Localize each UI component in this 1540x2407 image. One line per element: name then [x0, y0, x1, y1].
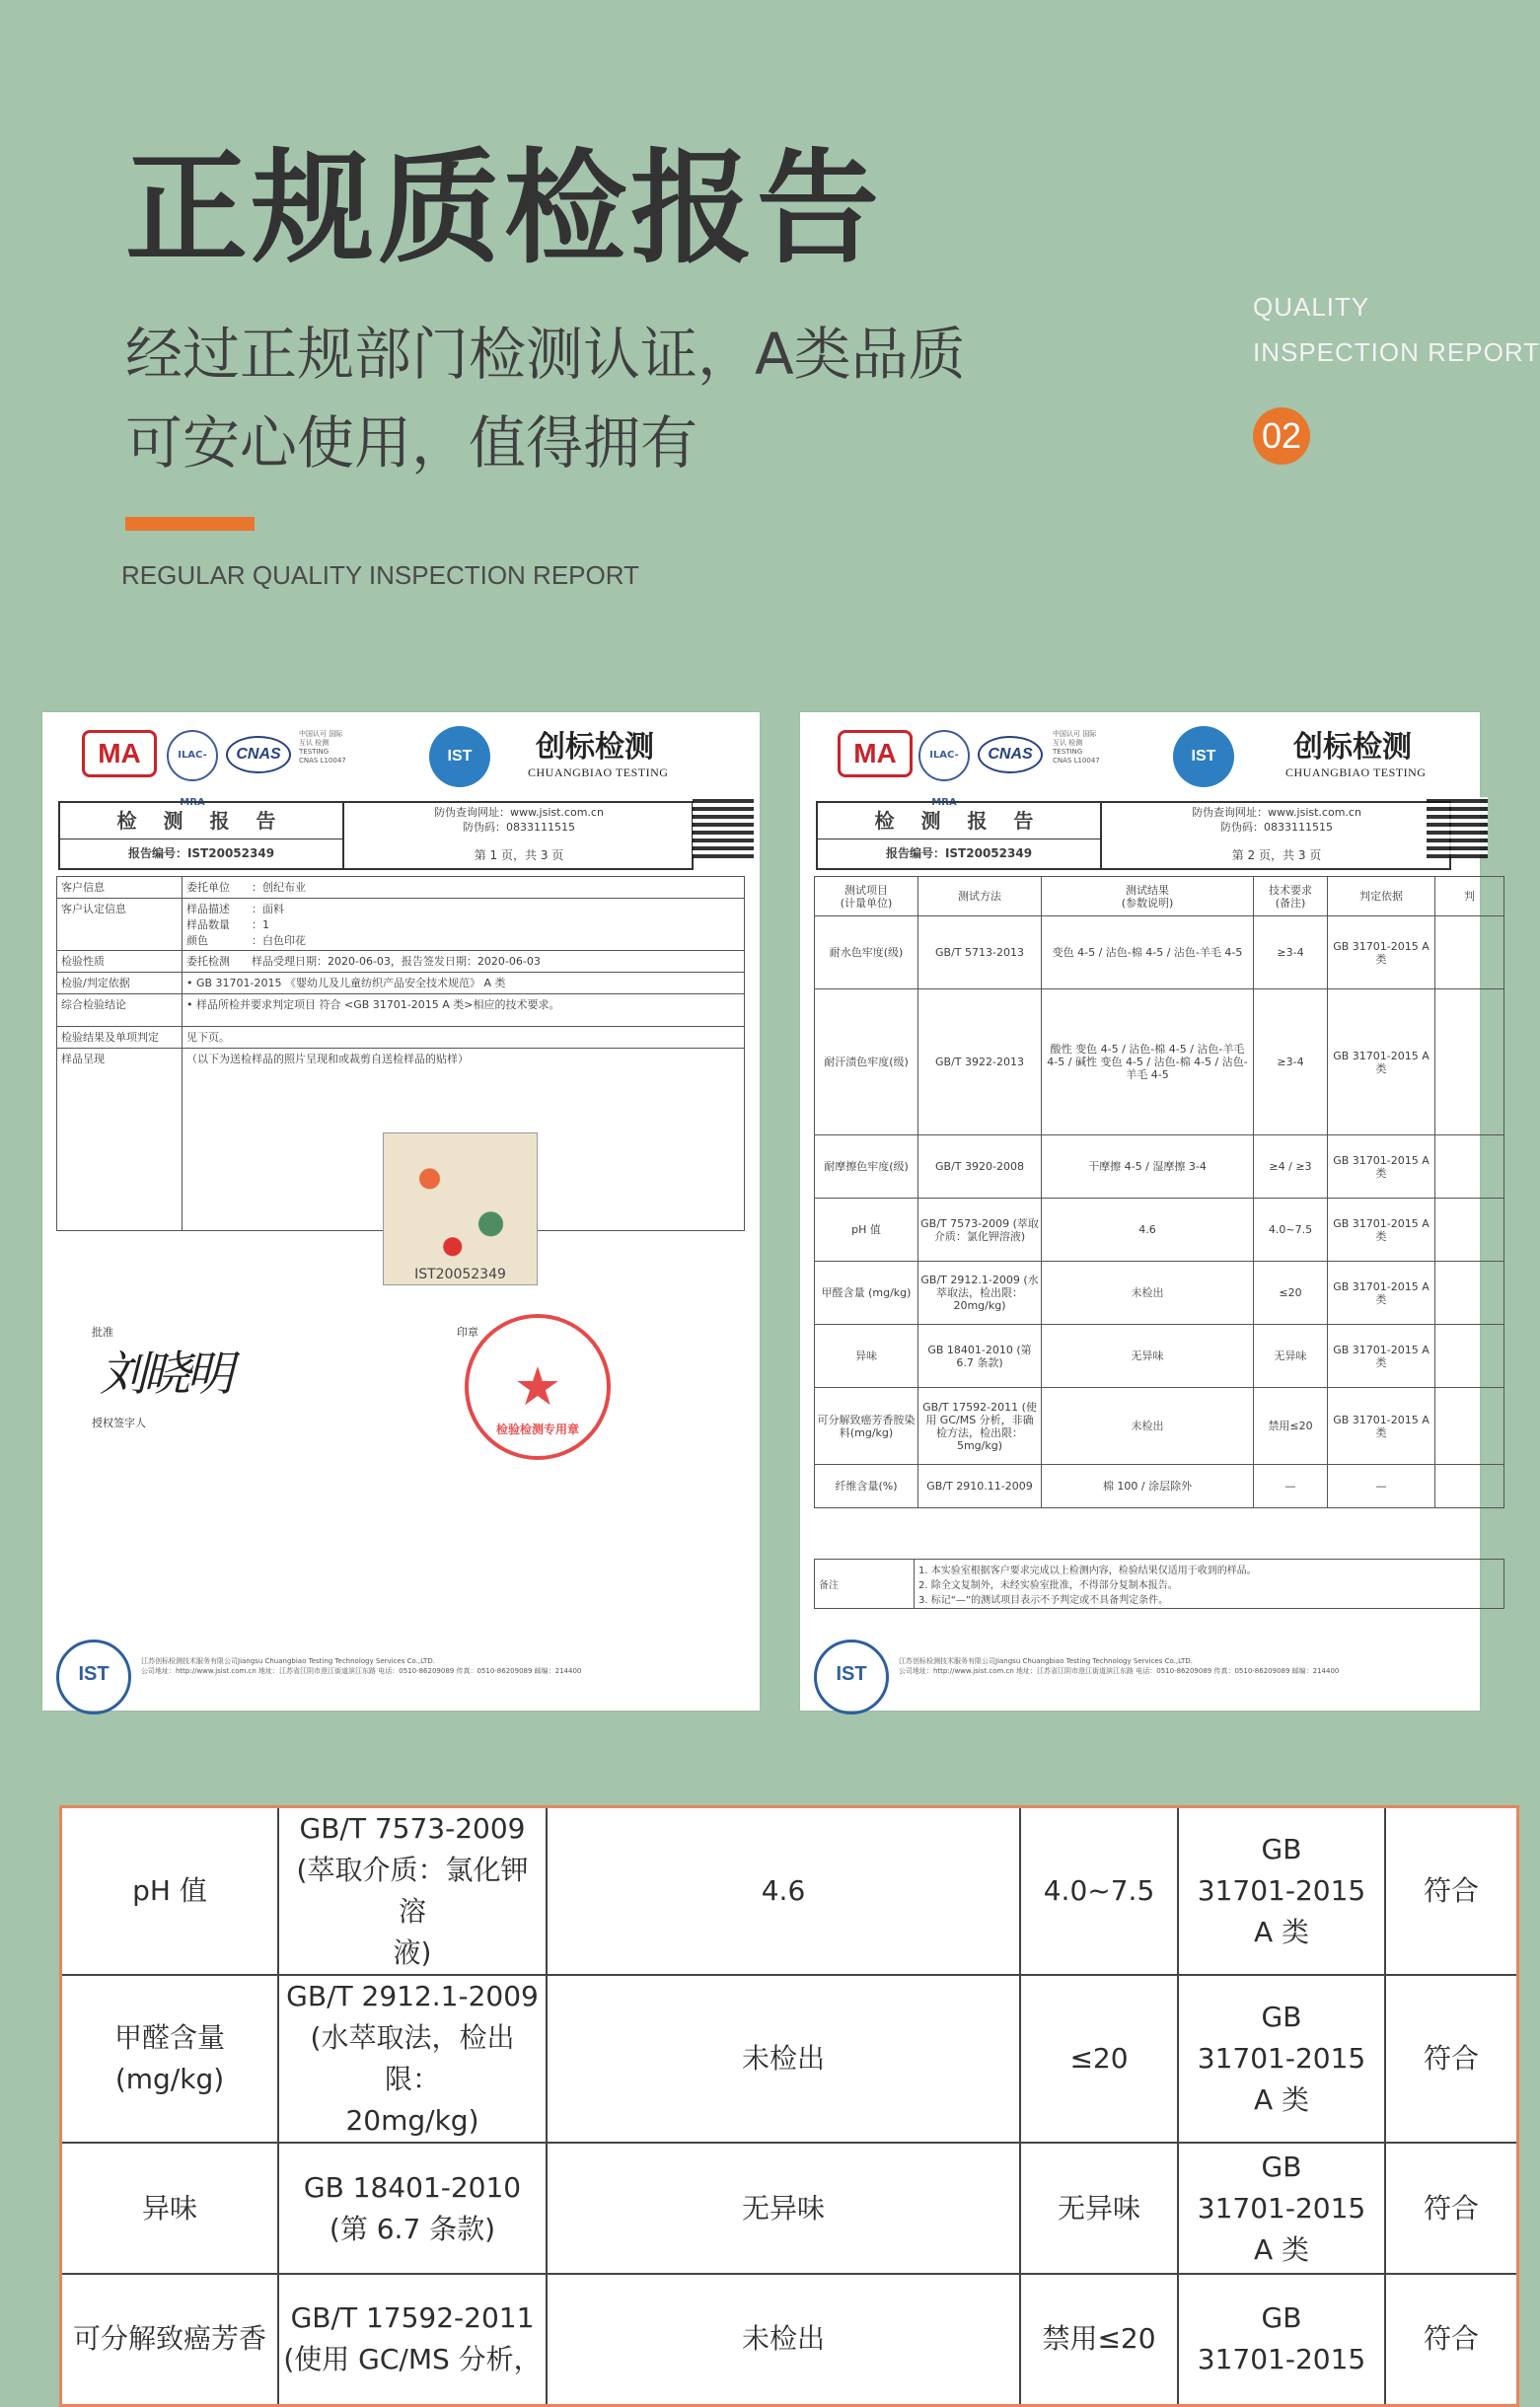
table-row: 耐汗渍色牢度(级) GB/T 3922-2013 酸性 变色 4-5 / 沾色-棉 4-5 / 沾色-羊毛 4-5 / 碱性 变色 4-5 / 沾色-棉 4-5 / 沾色-羊毛 4-5 ≥3-4 GB 31701-2015 A 类	[815, 989, 1504, 1135]
subtitle-line-1: 经过正规部门检测认证，A类品质	[125, 321, 966, 388]
report-title-box	[816, 801, 1451, 870]
brand-name: 创标检测	[1293, 730, 1412, 765]
sample-photo	[383, 1132, 538, 1285]
report-title-box	[58, 801, 694, 870]
report-title: 检 测 报 告	[60, 803, 344, 839]
verify-info: 防伪查询网址：www.jsist.com.cn 防伪码：0833111515	[1192, 806, 1361, 834]
report-title: 检 测 报 告	[818, 803, 1102, 839]
report-header-logos	[800, 712, 1480, 808]
table-row: 客户信息 委托单位 ：创纪布业	[57, 877, 745, 899]
signature: 刘晓明	[100, 1347, 231, 1402]
ist-footer-logo: IST	[814, 1640, 889, 1714]
ma-logo: MA	[82, 730, 157, 777]
table-row: 耐摩擦色牢度(级) GB/T 3920-2008 干摩擦 4-5 / 湿摩擦 3-4 ≥4 / ≥3 GB 31701-2015 A 类	[815, 1135, 1504, 1199]
table-row: 异味 GB 18401-2010 (第 6.7 条款) 无异味 无异味 GB 31701-2015 A 类	[815, 1325, 1504, 1388]
official-stamp: ★ 检验检测专用章	[465, 1314, 611, 1460]
ist-logo: IST	[429, 726, 490, 787]
verify-info: 防伪查询网址：www.jsist.com.cn 防伪码：0833111515	[434, 806, 604, 834]
table-header-row: 测试项目 (计量单位) 测试方法 测试结果 (参数说明) 技术要求 (备注) 判定依据 判	[815, 877, 1504, 916]
table-row: 综合检验结论 • 样品所检并要求判定项目 符合 <GB 31701-2015 A 类>相应的技术要求。	[57, 994, 745, 1027]
table-row: 甲醛含量 (mg/kg) GB/T 2912.1-2009 (水萃取法，检出限： 20mg/kg) 未检出 ≤20 GB 31701-2015 A 类 符合	[61, 1975, 1518, 2143]
report-number: 报告编号：IST20052349	[60, 839, 344, 868]
table-row: 检验结果及单项判定 见下页。	[57, 1027, 745, 1049]
brand-name: 创标检测	[536, 730, 654, 765]
cnas-logo: CNAS	[978, 736, 1043, 773]
subtitle-line-2: 可安心使用，值得拥有	[125, 409, 698, 476]
report-header-logos	[42, 712, 760, 808]
table-row: 甲醛含量 (mg/kg) GB/T 2912.1-2009 (水萃取法，检出限：20mg/kg) 未检出 ≤20 GB 31701-2015 A 类	[815, 1262, 1504, 1325]
english-subtitle: REGULAR QUALITY INSPECTION REPORT	[121, 560, 639, 590]
table-row: 异味 GB 18401-2010 (第 6.7 条款) 无异味 无异味 GB 31701-2015 A 类 符合	[61, 2143, 1518, 2274]
star-icon: ★	[513, 1355, 562, 1418]
report-page-2	[800, 712, 1480, 1711]
signer-label: 授权签字人	[92, 1417, 146, 1429]
footer-text: 江苏创标检测技术服务有限公司Jiangsu Chuangbiao Testing Technology Services Co.,LTD. 公司地址：http://www.jsist.com.cn 地址：江苏省江阴市澄江街道滨江东路 电话：0510-86209089 传真：0510-86209089 邮编：214400	[141, 1657, 582, 1675]
table-row: 可分解致癌芳香胺染料(mg/kg) GB/T 17592-2011 (使用 GC/MS 分析，非确检方法，检出限：5mg/kg) 未检出 禁用≤20 GB 31701-2015 A 类	[815, 1388, 1504, 1465]
section-number-badge: 02	[1253, 407, 1310, 465]
sample-id: IST20052349	[414, 1267, 506, 1282]
quality-label-1: QUALITY	[1253, 292, 1370, 322]
accreditation-text: 中国认可 国际互认 检测 TESTING CNAS L10047	[1053, 730, 1100, 765]
stamp-label: 印章	[457, 1326, 478, 1339]
page-number: 第 1 页，共 3 页	[474, 848, 564, 862]
page-title: 正规质检报告	[125, 138, 884, 280]
footer-text: 江苏创标检测技术服务有限公司Jiangsu Chuangbiao Testing Technology Services Co.,LTD. 公司地址：http://www.jsist.com.cn 地址：江苏省江阴市澄江街道滨江东路 电话：0510-86209089 传真：0510-86209089 邮编：214400	[899, 1657, 1340, 1675]
ma-logo: MA	[838, 730, 913, 777]
ist-footer-logo: IST	[56, 1640, 131, 1714]
accreditation-text: 中国认可 国际互认 检测 TESTING CNAS L10047	[299, 730, 346, 765]
table-row: 客户认定信息 样品描述 ：面料 样品数量 ：1 颜色 ：白色印花	[57, 899, 745, 951]
table-row: 耐水色牢度(级) GB/T 5713-2013 变色 4-5 / 沾色-棉 4-5 / 沾色-羊毛 4-5 ≥3-4 GB 31701-2015 A 类	[815, 916, 1504, 989]
report-page-1	[42, 712, 760, 1711]
cnas-logo: CNAS	[226, 736, 291, 773]
table-row: 样品呈现 （以下为送检样品的照片呈现和或裁剪自送检样品的贴样）	[57, 1049, 745, 1231]
table-row: 备注 1. 本实验室根据客户要求完成以上检测内容，检验结果仅适用于收到的样品。 2. 除全文复制外，未经实验室批准，不得部分复制本报告。 3. 标记“—”的测试项目表示不予判定或不具备判定条件。	[815, 1560, 1504, 1609]
qr-code	[1427, 797, 1488, 858]
table-row: 检验/判定依据 • GB 31701-2015 《婴幼儿及儿童纺织产品安全技术规范》 A 类	[57, 973, 745, 994]
ist-logo: IST	[1173, 726, 1234, 787]
report-number: 报告编号：IST20052349	[818, 839, 1102, 868]
ilac-logo: ILAC-MRA	[167, 730, 218, 781]
notes-table	[814, 1559, 1504, 1609]
zoomed-results-table	[59, 1805, 1519, 2407]
table-row: pH 值 GB/T 7573-2009 (萃取介质：氯化钾溶 液) 4.6 4.0~7.5 GB 31701-2015 A 类 符合	[61, 1807, 1518, 1976]
table-row: 检验性质 委托检测 样品受理日期：2020-06-03，报告签发日期：2020-06-03	[57, 951, 745, 973]
accent-bar	[125, 517, 255, 531]
ilac-logo: ILAC-MRA	[918, 730, 970, 781]
table-row: 纤维含量(%) GB/T 2910.11-2009 棉 100 / 涂层除外 — —	[815, 1465, 1504, 1508]
approve-label: 批准	[92, 1326, 113, 1339]
quality-label-2: INSPECTION REPORT	[1253, 337, 1540, 367]
table-row: pH 值 GB/T 7573-2009 (萃取介质：氯化钾溶液) 4.6 4.0~7.5 GB 31701-2015 A 类	[815, 1199, 1504, 1262]
table-row: 可分解致癌芳香 GB/T 17592-2011 (使用 GC/MS 分析， 未检出 禁用≤20 GB 31701-2015 符合	[61, 2274, 1518, 2405]
brand-english: CHUANGBIAO TESTING	[1285, 766, 1427, 779]
brand-english: CHUANGBIAO TESTING	[528, 766, 669, 779]
qr-code	[693, 797, 754, 858]
results-table	[814, 876, 1504, 1508]
page-number: 第 2 页，共 3 页	[1231, 848, 1322, 862]
